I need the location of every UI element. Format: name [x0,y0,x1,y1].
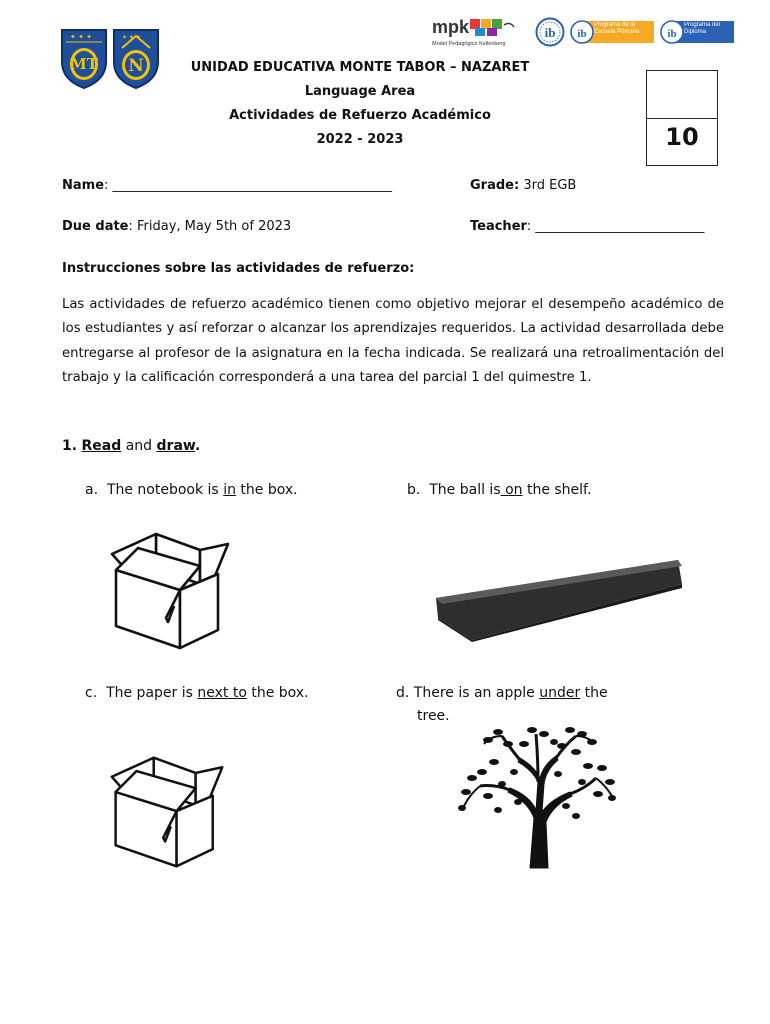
exercise-word-draw: draw [156,438,195,454]
item-a [85,482,298,498]
instructions-paragraph: Las actividades de refuerzo académico tienen como objetivo mejorar el desempeño académico de los estudiantes y así reforzar o alcanzar los aprendizajes requeridos. La actividad desarrollada debe entregarse al profesor de la asignatura en la fecha indicada. Se realizará una retroalimentación del trabajo y la calificación corresponderá a una tarea del parcial 1 del quimestre 1. [62,297,724,386]
item-d-after: the [580,685,608,701]
due-date-value: : Friday, May 5th of 2023 [128,219,292,234]
svg-text:ib: ib [667,28,677,40]
exercise-word-read: Read [81,438,122,454]
item-b-before: The ball is [429,482,501,498]
shelf-illustration [432,558,686,642]
item-c-before: The paper is [106,685,198,701]
svg-text:✦ ✦ ✦: ✦ ✦ ✦ [70,33,93,41]
exercise-dot: . [194,438,201,454]
score-divider [647,118,717,119]
area-title: Language Area [304,84,416,99]
exercise-heading [62,438,200,454]
score-box [646,70,718,166]
teacher-label: Teacher [470,219,527,234]
exercise-word-and: and [125,438,153,454]
item-d-before: There is an apple [413,685,540,701]
item-b-after: the shelf. [522,482,592,498]
ib-text: ib [544,25,556,40]
open-box-illustration [108,528,234,654]
teacher-blank[interactable]: : __________________________ [526,219,705,234]
item-c-letter: c. [85,685,98,701]
name-blank[interactable]: : ___________________________________________ [104,178,393,193]
item-d-prep: under [539,685,581,701]
name-label: Name [62,178,105,193]
grade-value: 3rd EGB [523,178,577,193]
item-a-letter: a. [85,482,99,498]
ib-diploma-logo [660,18,736,46]
tree-illustration [458,722,618,870]
score-value: 10 [665,123,699,151]
grade-field [470,178,576,193]
item-c-after: the box. [246,685,309,701]
ib-pep-logo [570,18,656,46]
ib-pep-text: Programa de la Escuela Primaria [594,22,640,35]
item-c-prep: next to [197,685,247,701]
svg-text:ib: ib [577,28,587,40]
activity-title: Actividades de Refuerzo Académico [229,108,491,123]
item-a-after: the box. [235,482,298,498]
mpk-text: mpk [432,17,470,37]
grade-label: Grade: [470,178,520,193]
crest-right-letter: N [128,56,144,76]
due-date-field [62,219,291,234]
ib-logo [535,17,565,47]
item-a-before: The notebook is [106,482,224,498]
item-d [396,685,608,701]
item-a-prep: in [223,482,236,498]
item-d-letter: d. [396,685,410,701]
mpk-caption: Model Pedagógico Kellenberg [432,41,506,47]
mpk-logo [430,16,522,48]
instructions-heading: Instrucciones sobre las actividades de refuerzo: [62,261,415,276]
item-b [407,482,591,498]
ib-diploma-text: Programa del Diploma [684,22,721,35]
school-name: UNIDAD EDUCATIVA MONTE TABOR – NAZARET [190,60,530,75]
svg-text:✦ ✦ ✦: ✦ ✦ ✦ [122,34,141,41]
due-date-label: Due date [62,219,129,234]
teacher-field[interactable] [470,219,704,234]
item-b-letter: b. [407,482,421,498]
crest-monte-tabor-logo [60,28,108,90]
name-field[interactable] [62,178,392,193]
item-c [85,685,309,701]
open-box-illustration-2 [108,750,228,874]
crest-left-letters: MT [70,55,98,73]
exercise-number: 1. [62,438,78,454]
crest-nazaret-logo [112,28,160,90]
item-b-prep: on [500,482,523,498]
school-year: 2022 - 2023 [316,132,404,147]
item-d-line2: tree. [417,708,450,724]
